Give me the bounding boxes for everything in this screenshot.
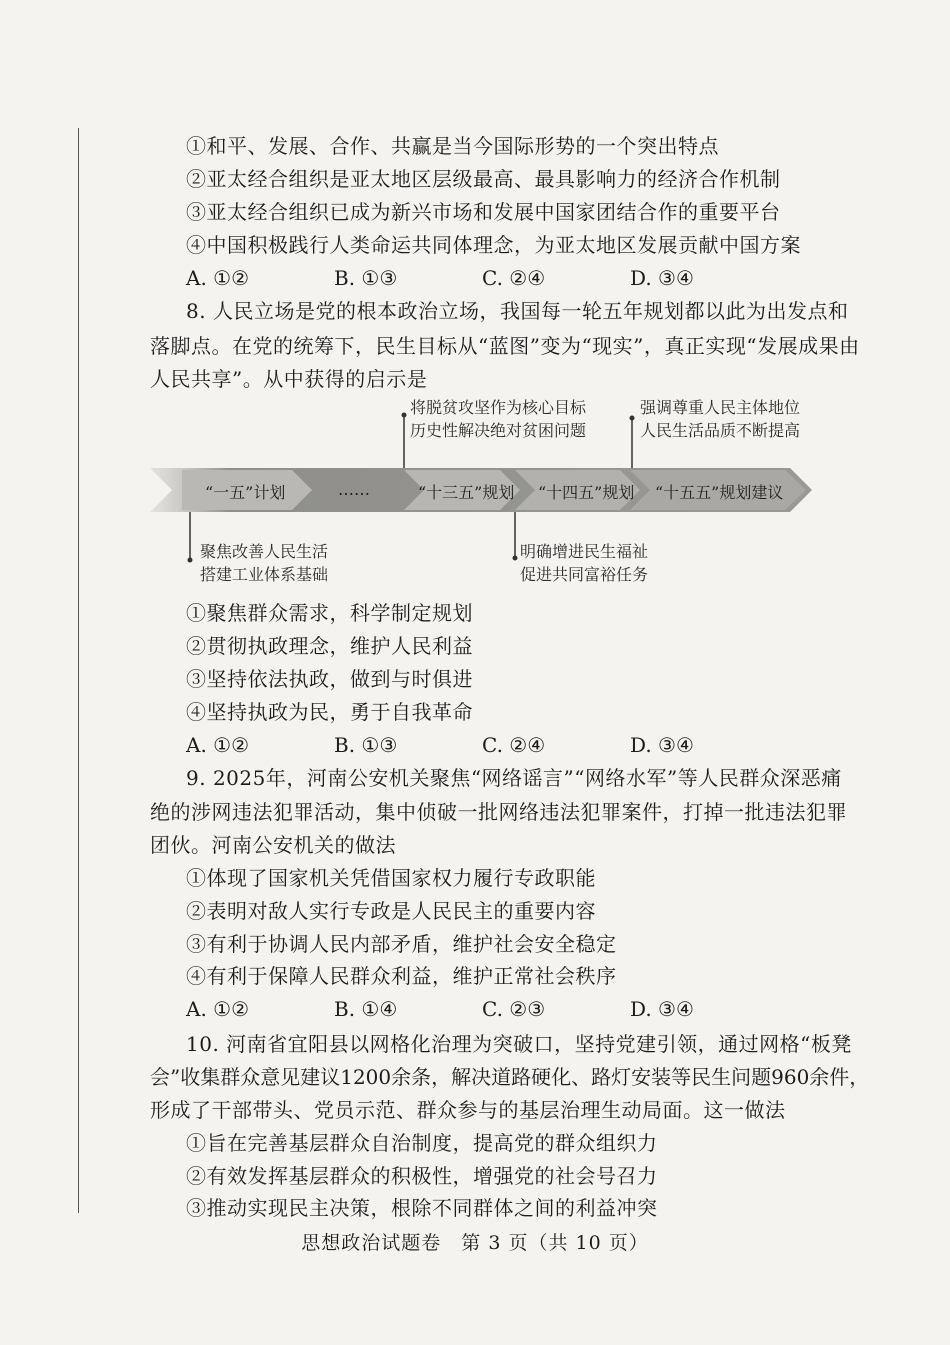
stage-shiwuwu: “十五五”规划建议	[655, 483, 784, 502]
annotation-yiwu	[200, 540, 328, 586]
q9-item-4: ④有利于保障人民群众利益，维护正常社会秩序	[186, 964, 617, 988]
q7-option-a: A. ①②	[186, 266, 250, 290]
connector-dot-shiwuwu	[630, 416, 635, 421]
q9-stem-line-2: 绝的涉网违法犯罪活动，集中侦破一批网络违法犯罪案件，打掉一批违法犯罪	[150, 800, 847, 824]
q7-item-1: ①和平、发展、合作、共赢是当今国际形势的一个突出特点	[186, 134, 719, 158]
annotation-shiwuwu-line-1: 强调尊重人民主体地位	[640, 398, 801, 417]
q7-item-4: ④中国积极践行人类命运共同体理念，为亚太地区发展贡献中国方案	[186, 233, 801, 257]
q9-option-d: D. ③④	[630, 997, 694, 1021]
q8-option-a: A. ①②	[186, 733, 250, 757]
annotation-shisanwu-line-1: 将脱贫攻坚作为核心目标	[410, 398, 587, 417]
annotation-shisiwu-line-1: 明确增进民生福祉	[520, 542, 649, 561]
q7-option-c: C. ②④	[482, 266, 546, 290]
q8-options	[186, 732, 786, 758]
q10-item-2: ②有效发挥基层群众的积极性，增强党的社会号召力	[186, 1164, 658, 1188]
q8-stem-line-2: 落脚点。在党的统筹下，民生目标从“蓝图”变为“现实”，真正实现“发展成果由	[150, 334, 860, 358]
q7-option-d: D. ③④	[630, 266, 694, 290]
q8-item-3: ③坚持依法执政，做到与时俱进	[186, 667, 473, 691]
q9-options	[186, 996, 786, 1022]
q10-stem-line-3: 形成了干部带头、党员示范、群众参与的基层治理生动局面。这一做法	[150, 1098, 786, 1122]
stage-yiwu: “一五”计划	[205, 483, 286, 502]
stage-shisiwu: “十四五”规划	[538, 483, 635, 502]
q10-stem-line-1: 10. 河南省宜阳县以网格化治理为突破口，坚持党建引领，通过网格“板凳	[186, 1032, 852, 1056]
annotation-shisiwu	[520, 540, 648, 586]
q8-option-d: D. ③④	[630, 733, 694, 757]
annotation-shiwuwu-line-2: 人民生活品质不断提高	[640, 421, 801, 440]
annotation-shisiwu-line-2: 促进共同富裕任务	[520, 565, 649, 584]
q7-item-2: ②亚太经合组织是亚太地区层级最高、最具影响力的经济合作机制	[186, 167, 781, 191]
timeline-figure	[0, 0, 950, 600]
connector-dot-yiwu	[188, 558, 193, 563]
q8-item-2: ②贯彻执政理念，维护人民利益	[186, 634, 473, 658]
annotation-shisanwu	[410, 396, 586, 442]
q8-option-c: C. ②④	[482, 733, 546, 757]
q9-option-b: B. ①④	[334, 997, 398, 1021]
q7-option-b: B. ①③	[334, 266, 398, 290]
page-footer: 思想政治试题卷 第 3 页（共 10 页）	[301, 1232, 649, 1254]
annotation-yiwu-line-2: 搭建工业体系基础	[200, 565, 329, 584]
connector-dot-shisanwu	[402, 413, 407, 418]
q9-stem-line-1: 9. 2025年，河南公安机关聚焦“网络谣言”“网络水军”等人民群众深恶痛	[186, 766, 842, 790]
q9-option-c: C. ②③	[482, 997, 546, 1021]
q9-option-a: A. ①②	[186, 997, 250, 1021]
annotation-yiwu-line-1: 聚焦改善人民生活	[200, 542, 329, 561]
q8-stem-line-3: 人民共享”。从中获得的启示是	[150, 367, 428, 391]
q9-item-1: ①体现了国家机关凭借国家权力履行专政职能	[186, 866, 596, 890]
q8-item-1: ①聚焦群众需求，科学制定规划	[186, 601, 473, 625]
q10-item-3: ③推动实现民主决策，根除不同群体之间的利益冲突	[186, 1196, 658, 1220]
annotation-shiwuwu	[640, 396, 800, 442]
q9-item-2: ②表明对敌人实行专政是人民民主的重要内容	[186, 899, 596, 923]
q8-item-4: ④坚持执政为民，勇于自我革命	[186, 700, 473, 724]
q7-item-3: ③亚太经合组织已成为新兴市场和发展中国家团结合作的重要平台	[186, 200, 781, 224]
stage-shisanwu: “十三五”规划	[418, 483, 515, 502]
annotation-shisanwu-line-2: 历史性解决绝对贫困问题	[410, 421, 587, 440]
q8-stem-line-1: 8. 人民立场是党的根本政治立场，我国每一轮五年规划都以此为出发点和	[186, 299, 849, 323]
q8-option-b: B. ①③	[334, 733, 398, 757]
q10-stem-line-2: 会”收集群众意见建议1200余条，解决道路硬化、路灯安装等民生问题960余件，	[150, 1065, 870, 1089]
q10-item-1: ①旨在完善基层群众自治制度，提高党的群众组织力	[186, 1131, 658, 1155]
connector-dot-shisiwu	[513, 556, 518, 561]
q9-stem-line-3: 团伙。河南公安机关的做法	[150, 833, 396, 857]
q9-item-3: ③有利于协调人民内部矛盾，维护社会安全稳定	[186, 932, 617, 956]
stage-ellipsis: ……	[338, 480, 370, 499]
